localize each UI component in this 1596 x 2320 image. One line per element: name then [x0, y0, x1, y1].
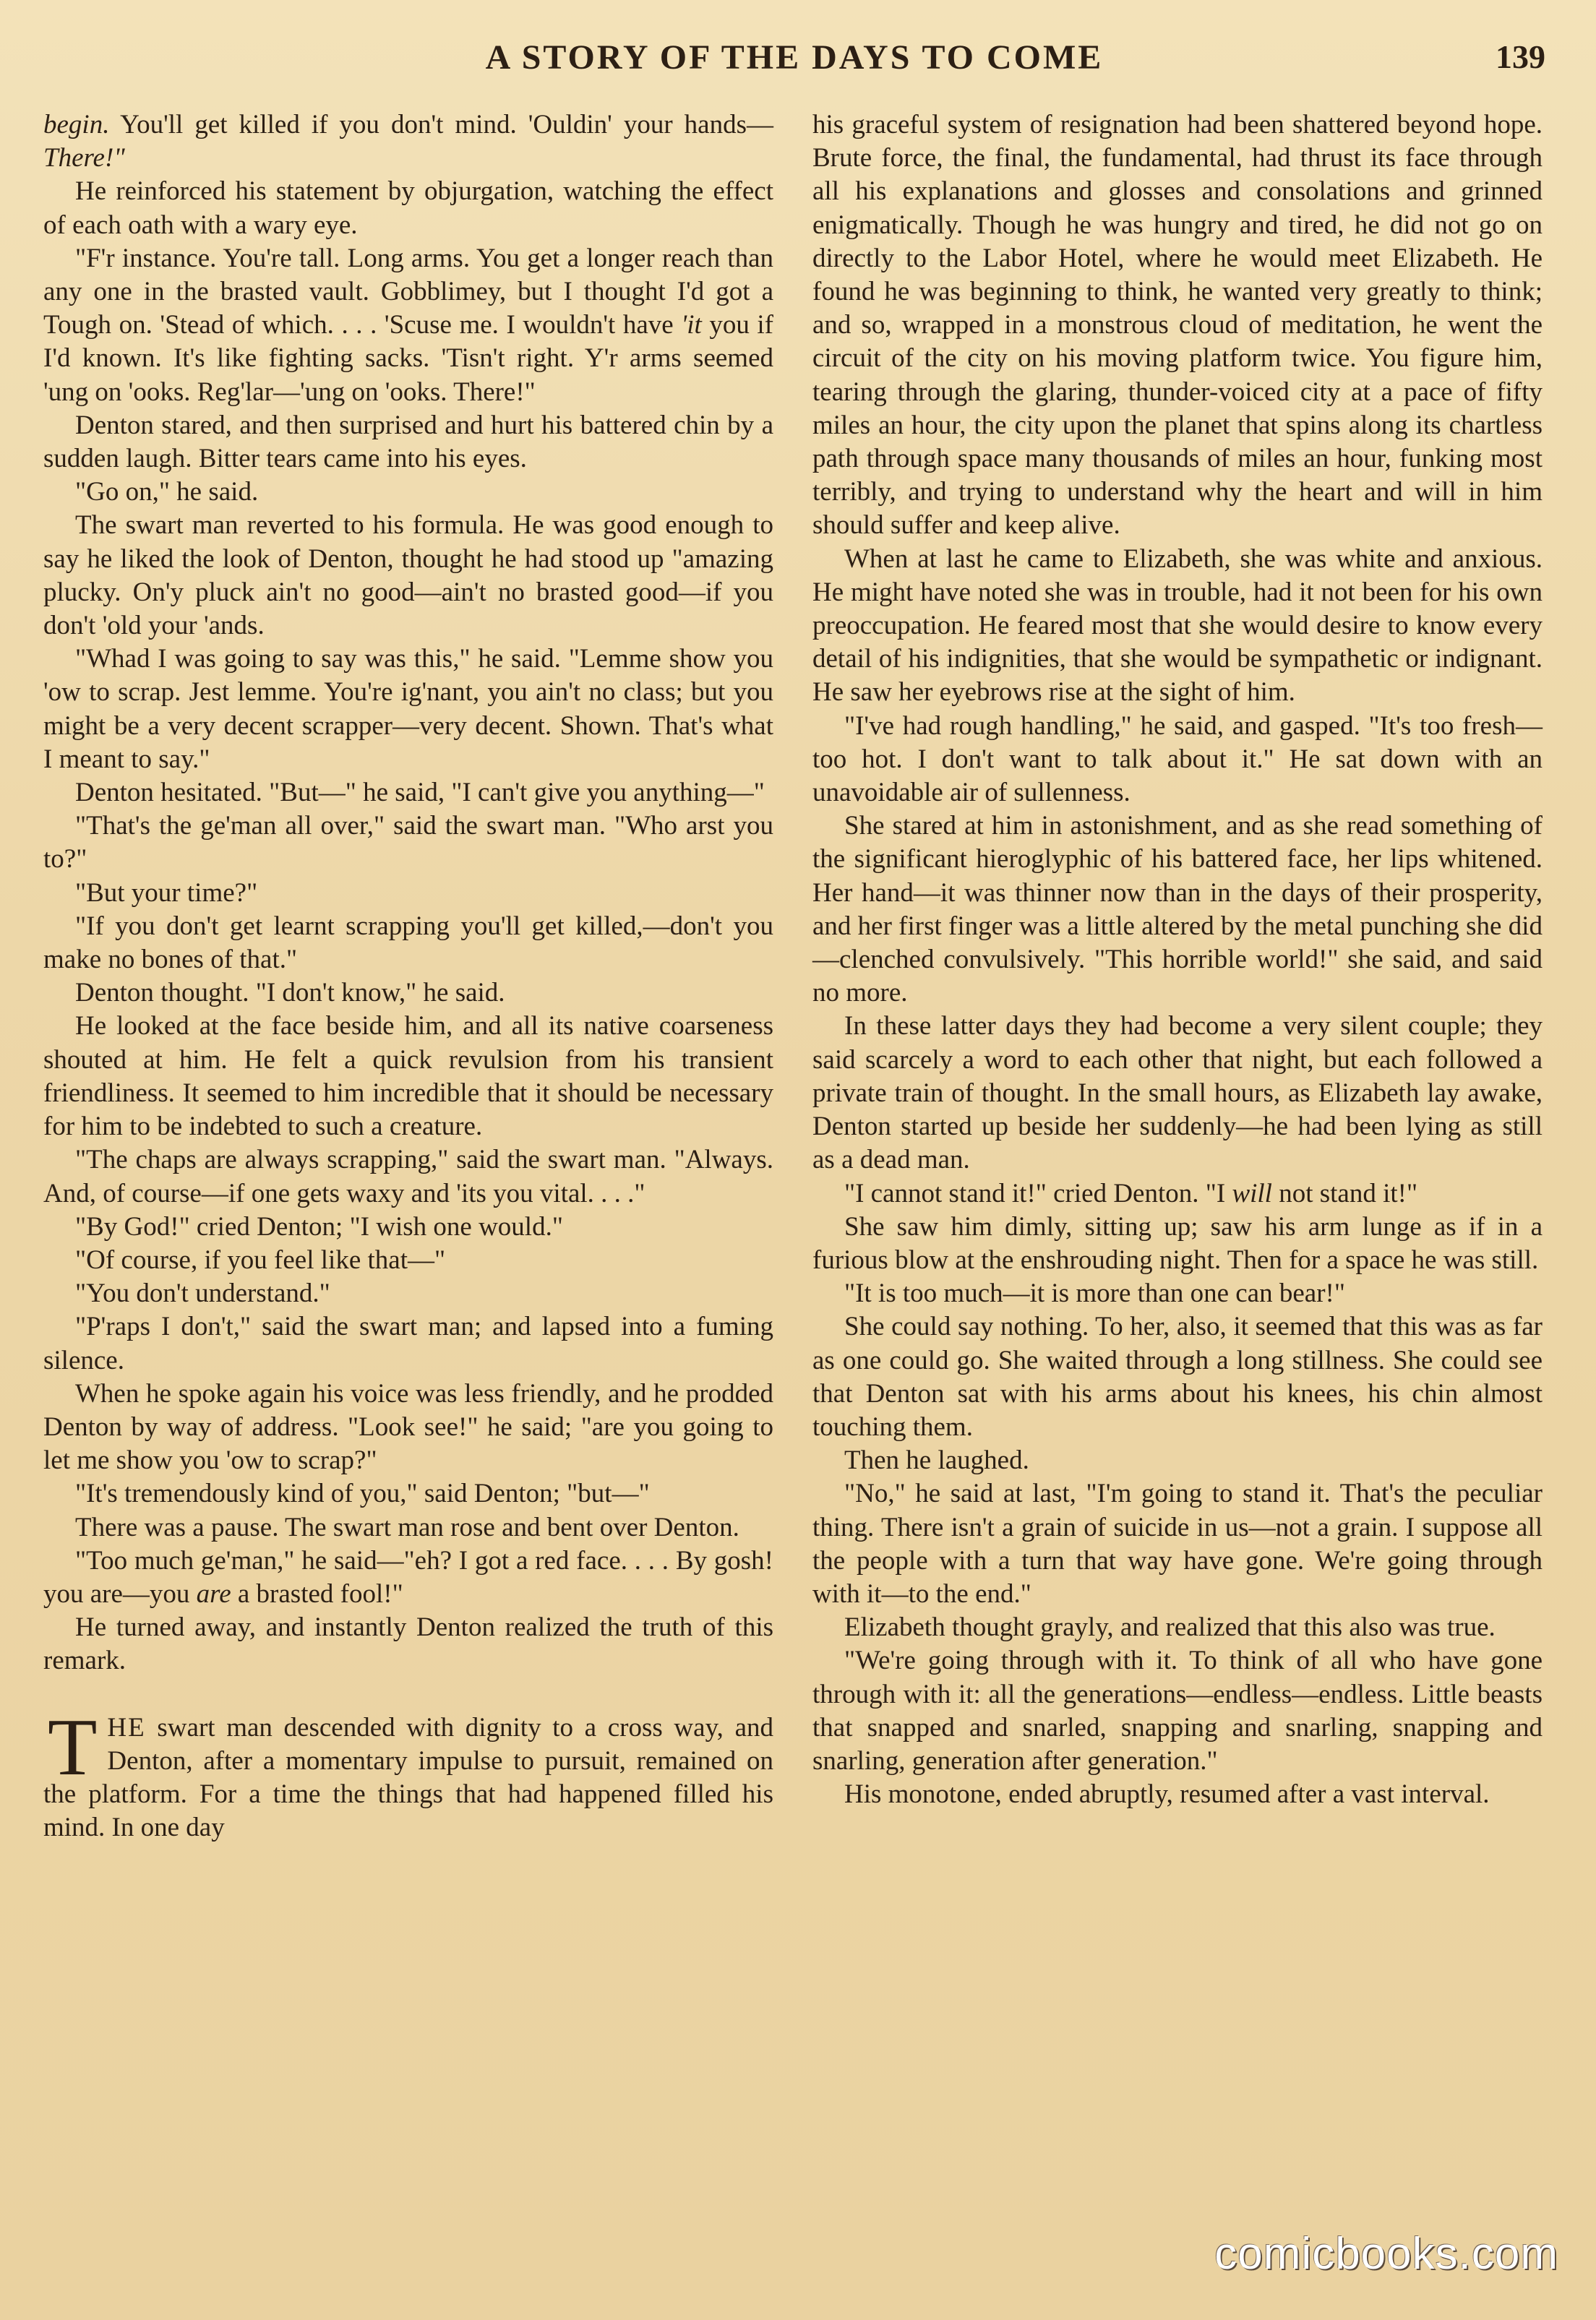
text-run: He reinforced his statement by objurgation, watching the effect of each oath with a wary eye. — [43, 176, 773, 240]
text-run: you if I'd known. It's like fighting sacks. 'Tisn't right. Y'r arms seemed 'ung on 'ooks. Reg'lar—'ung on 'ooks. There!" — [43, 310, 773, 407]
paragraph — [43, 877, 773, 910]
text-run: "No," he said at last, "I'm going to stand it. That's the peculiar thing. There isn't a grain of suicide in us—not a grain. I suppose all the people with a turn that way have gone. We're going through with it—to the end." — [812, 1479, 1543, 1609]
paragraph — [812, 1177, 1543, 1211]
paragraph — [812, 1277, 1543, 1310]
text-run: "If you don't get learnt scrapping you'll get killed,—don't you make no bones of that." — [43, 911, 773, 975]
text-run: Denton hesitated. "But—" he said, "I can't give you anything—" — [75, 778, 765, 808]
paragraph — [43, 409, 773, 476]
text-run: When he spoke again his voice was less friendly, and he prodded Denton by way of address. "Look see!" he said; "are you going to let me show you 'ow to scrap?" — [43, 1378, 773, 1476]
text-run: "Of course, if you feel like that—" — [75, 1245, 446, 1275]
paragraph — [43, 1010, 773, 1143]
paragraph — [812, 1778, 1543, 1811]
text-run: She could say nothing. To her, also, it seemed that this was as far as one could go. She waited through a long stillness. She could see that Denton sat with his arms about his knees, his chin almost touching them. — [812, 1312, 1543, 1442]
paragraph — [43, 1310, 773, 1377]
paragraph — [43, 242, 773, 409]
paragraph — [43, 1244, 773, 1277]
paragraph — [43, 910, 773, 976]
text-run: "Too much ge'man," he said—"eh? I got a red face. . . . By gosh! you are—you — [43, 1545, 773, 1609]
paragraph — [43, 108, 773, 175]
text-run: "The chaps are always scrapping," said the swart man. "Always. And, of course—if one gets waxy and 'its you vital. . . ." — [43, 1145, 773, 1208]
paragraph — [812, 108, 1543, 543]
paragraph — [43, 1211, 773, 1244]
text-run: He looked at the face beside him, and all its native coarseness shouted at him. He felt a quick revulsion from his transient friendliness. It seemed to him incredible that it should be necessary for him to be indebted to such a creature. — [43, 1011, 773, 1142]
text-run: You'll get killed if you don't mind. 'Ouldin' your hands— — [109, 110, 773, 139]
text-run: "By God!" cried Denton; "I wish one would." — [75, 1211, 563, 1242]
text-run: Elizabeth thought grayly, and realized that this also was true. — [844, 1612, 1496, 1643]
running-title: A STORY OF THE DAYS TO COME — [485, 38, 1104, 77]
text-run: "That's the ge'man all over," said the swart man. "Who arst you to?" — [43, 811, 773, 875]
watermark-logo: comicbooks.com — [1214, 2229, 1558, 2279]
text-run: his graceful system of resignation had been shattered beyond hope. Brute force, the final, the fundamental, had thrust its face through all his explanations and glosses and consolations and grinned enigmatically. Though he was hungry and tired, he did not go on directly to the Labor Hotel, where he would meet Elizabeth. He found he was beginning to think, he wanted very greatly to think; and so, wrapped in a monstrous cloud of meditation, he went the circuit of the city on his moving platform twice. You figure him, tearing through the glaring, thunder-voiced city at a pace of fifty miles an hour, the city upon the planet that spins along its chartless path through space many thousands of miles an hour, funking most terribly, and trying to understand why the heart and will in him should suffer and keep alive. — [812, 110, 1543, 541]
paragraph — [812, 1477, 1543, 1611]
text-run: In these latter days they had become a very silent couple; they said scarcely a word to each other that night, but each followed a private train of thought. In the small hours, as Elizabeth lay awake, Denton started up beside her suddenly—he had been lying as still as a dead man. — [812, 1011, 1543, 1175]
paragraph — [812, 809, 1543, 1010]
italic-text: are — [196, 1578, 231, 1609]
text-run: "Go on," he said. — [75, 477, 259, 507]
text-run: "I've had rough handling," he said, and gasped. "It's too fresh—too hot. I don't want to talk about it." He sat down with an unavoidable air of sullenness. — [812, 710, 1543, 808]
text-run: Denton stared, and then surprised and hurt his battered chin by a sudden laugh. Bitter tears came into his eyes. — [43, 410, 773, 474]
paragraph — [812, 1211, 1543, 1277]
text-run: "F'r instance. You're tall. Long arms. You get a longer reach than any one in the brasted vault. Gobblimey, but I thought I'd got a Tough on. 'Stead of which. . . . 'Scuse me. I wouldn't have — [43, 243, 773, 340]
text-run: "It's tremendously kind of you," said Denton; "but—" — [75, 1479, 650, 1509]
text-run: Then he laughed. — [844, 1445, 1029, 1476]
paragraph — [43, 809, 773, 876]
text-run: not stand it!" — [1271, 1178, 1418, 1208]
paragraph — [43, 1143, 773, 1210]
paragraph — [43, 1378, 773, 1478]
paragraph — [812, 1644, 1543, 1778]
text-run: a brasted fool!" — [231, 1578, 403, 1609]
text-run: He turned away, and instantly Denton realized the truth of this remark. — [43, 1612, 773, 1676]
paragraph — [43, 1277, 773, 1310]
paragraph — [43, 1544, 773, 1611]
paragraph — [43, 1702, 773, 1845]
paragraph — [812, 1611, 1543, 1644]
paragraph — [43, 1477, 773, 1511]
section-break — [43, 1678, 773, 1711]
paragraph — [43, 476, 773, 509]
paragraph — [812, 1310, 1543, 1444]
text-run: "I cannot stand it!" cried Denton. "I — [844, 1178, 1232, 1208]
paragraph — [812, 710, 1543, 810]
page-header — [43, 38, 1545, 88]
text-run: His monotone, ended abruptly, resumed after a vast interval. — [844, 1779, 1490, 1810]
page-number: 139 — [1496, 38, 1545, 75]
italic-text: begin. — [43, 110, 110, 139]
text-run: "You don't understand." — [75, 1279, 330, 1309]
paragraph — [43, 643, 773, 776]
text-run: "It is too much—it is more than one can bear!" — [844, 1279, 1345, 1309]
text-run: When at last he came to Elizabeth, she was white and anxious. He might have noted she was in trouble, had it not been for his own preoccupation. He feared most that she would desire to know every detail of his indignities, that she would be sympathetic or indignant. He saw her eyebrows rise at the sight of him. — [812, 544, 1543, 708]
left-text-column — [43, 108, 773, 1844]
text-run: "P'raps I don't," said the swart man; and lapsed into a fuming silence. — [43, 1312, 773, 1375]
small-caps-lead: HE — [107, 1712, 146, 1743]
paragraph — [43, 976, 773, 1010]
text-run: The swart man reverted to his formula. He was good enough to say he liked the look of Denton, thought he had stood up "amazing plucky. On'y pluck ain't no good—ain't no brasted good—if you don't 'old your 'ands. — [43, 510, 773, 641]
italic-text: will — [1232, 1178, 1272, 1208]
paragraph — [812, 1444, 1543, 1477]
paragraph — [43, 776, 773, 809]
text-run: She stared at him in astonishment, and as she read something of the significant hieroglyphic of his battered face, her lips whitened. Her hand—it was thinner now than in the days of their prosperity, and her first finger was a little altered by the metal punching she did—clenched convulsively. "This horrible world!" she said, and said no more. — [812, 811, 1543, 1008]
text-run: "Whad I was going to say was this," he said. "Lemme show you 'ow to scrap. Jest lemme. You're ig'nant, you ain't no class; but you might be a very decent scrapper—very decent. Shown. That's what I meant to say." — [43, 644, 773, 774]
text-run: swart man descended with dignity to a cross way, and Denton, after a momentary impulse to pursuit, remained on the platform. For a time the things that had happened filled his mind. In one day — [43, 1712, 773, 1843]
paragraph — [812, 1010, 1543, 1177]
text-run: There was a pause. The swart man rose and bent over Denton. — [75, 1512, 739, 1542]
italic-text: There!" — [43, 143, 125, 173]
paragraph — [812, 543, 1543, 710]
text-run: "But your time?" — [75, 877, 258, 908]
text-run: "We're going through with it. To think of all who have gone through with it: all the generations—endless—endless. Little beasts that snapped and snarled, snapping and snarling, snapping and snarling, generation after generation." — [812, 1646, 1543, 1776]
right-text-column — [812, 108, 1543, 1811]
italic-text: 'it — [681, 310, 702, 340]
paragraph — [43, 509, 773, 643]
drop-cap: T — [48, 1702, 98, 1792]
paragraph — [43, 1511, 773, 1544]
text-run: She saw him dimly, sitting up; saw his arm lunge as if in a furious blow at the enshrouding night. Then for a space he was still. — [812, 1211, 1543, 1275]
text-run: Denton thought. "I don't know," he said. — [75, 978, 505, 1008]
paragraph — [43, 175, 773, 241]
paragraph — [43, 1611, 773, 1677]
